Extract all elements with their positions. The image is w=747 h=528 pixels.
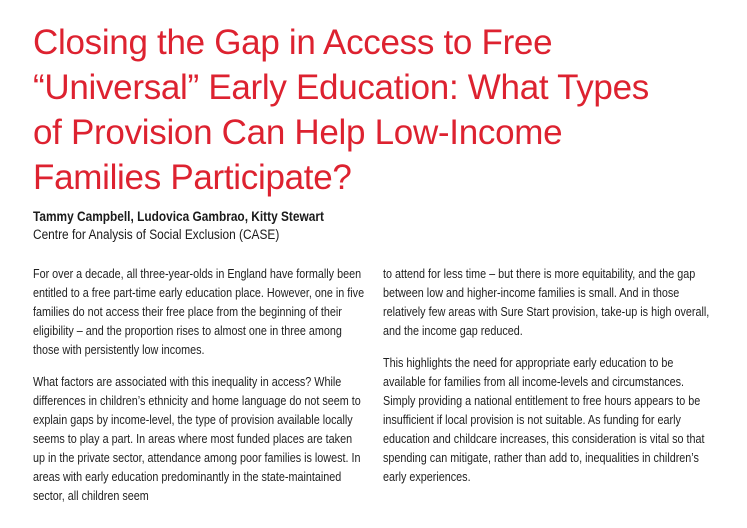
byline-text: [33, 208, 420, 244]
authors-line: Tammy Campbell, Ludovica Gambrao, Kitty Stewart: [33, 209, 324, 224]
byline-block: [33, 208, 716, 244]
title-line-3: of Provision Can Help Low-Income: [33, 113, 563, 152]
paragraph-right-1: to attend for less time – but there is more equitability, and the gap between low and higher-income families is small. And in those relatively few areas with Sure Start provision, take-up is high overall, and the income gap reduced.: [383, 266, 710, 338]
title-line-2: “Universal” Early Education: What Types: [33, 68, 649, 107]
affiliation-line: Centre for Analysis of Social Exclusion (CASE): [33, 227, 280, 242]
paragraph-right-2: This highlights the need for appropriate early education to be available for families from all income-levels and circumstances. Simply providing a national entitlement to free hours appears to be insufficient if local provision is not suitable. As funding for early education and childcare increases, this consideration is vital so that spending can mitigate, rather than add to, inequalities in children’s early experiences.: [383, 355, 705, 484]
left-column: [33, 264, 365, 518]
paragraph-left-2: What factors are associated with this inequality in access? While differences in children’s ethnicity and home language do not seem to explain gaps by income-level, the type of provision available locally seems to play a part. In areas where most funded places are taken up in the private sector, attendance among poor families is lowest. In areas with early education predominantly in the state-maintained sector, all children seem: [33, 374, 361, 503]
page-title: [33, 20, 716, 200]
right-column-text: [383, 264, 715, 486]
right-column: [383, 264, 715, 518]
page-title-text: [33, 20, 716, 200]
title-line-1: Closing the Gap in Access to Free: [33, 23, 553, 62]
abstract-columns: [33, 264, 716, 518]
paragraph-left-1: For over a decade, all three-year-olds in England have formally been entitled to a free part-time early education place. However, one in five families do not access their free place from the beginning of their eligibility – and the proportion rises to almost one in three among those with persistently low incomes.: [33, 266, 365, 357]
left-column-text: [33, 264, 365, 505]
title-line-4: Families Participate?: [33, 158, 352, 197]
